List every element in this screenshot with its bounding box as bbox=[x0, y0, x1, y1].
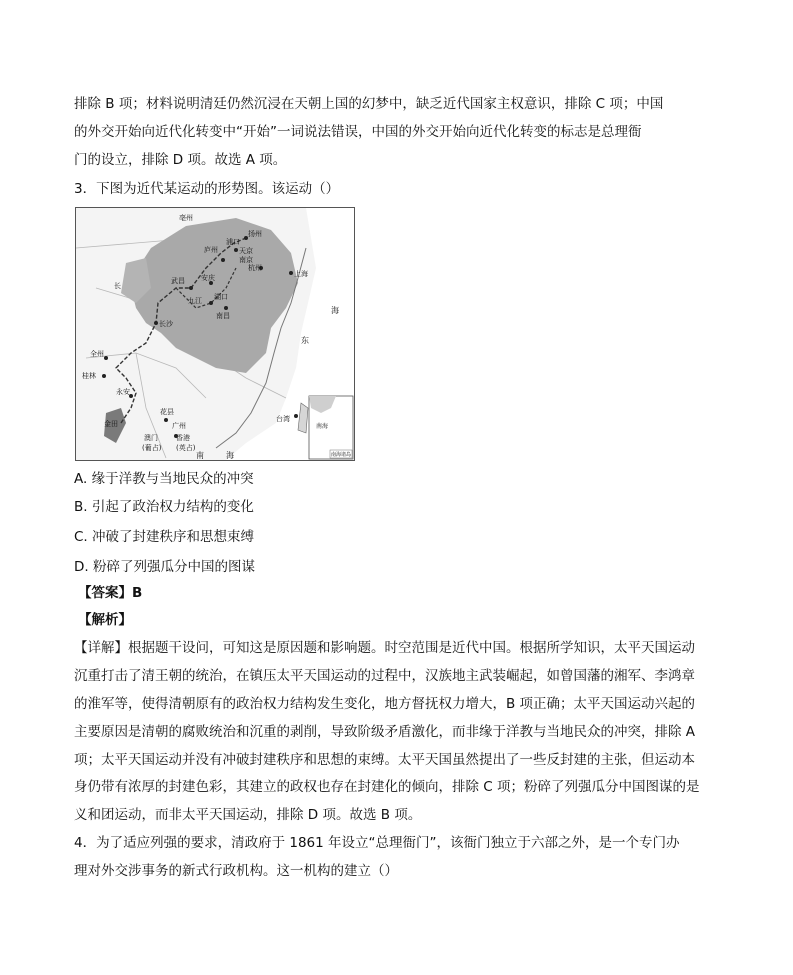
option-a: A. 缘于洋教与当地民众的冲突 bbox=[74, 471, 254, 487]
label-chang: 长 bbox=[114, 282, 121, 290]
label-yongan: 永安 bbox=[116, 388, 130, 396]
detail-line-7: 义和团运动，而非太平天国运动，排除 D 项。故选 B 项。 bbox=[74, 807, 422, 823]
label-jintian: 金田 bbox=[104, 420, 118, 428]
option-b: B. 引起了政治权力结构的变化 bbox=[74, 499, 254, 515]
detail-line-6: 身仍带有浓厚的封建色彩，其建立的政权也存在封建化的倾向，排除 C 项；粉碎了列强瓜分中国图谋的是 bbox=[74, 779, 700, 795]
label-guangzhou: 广州 bbox=[172, 422, 186, 430]
detail-line-3: 的淮军等，使得清朝原有的政治权力结构发生变化，地方督抚权力增大，B 项正确；太平天国运动兴起的 bbox=[74, 696, 696, 712]
label-nanchang: 南昌 bbox=[216, 312, 230, 320]
question-3-stem: 3．下图为近代某运动的形势图。该运动（） bbox=[74, 181, 340, 197]
label-yangzhou: 扬州 bbox=[248, 230, 262, 238]
inset-nanhai: 南海 bbox=[316, 423, 329, 430]
label-wuchang: 武昌 bbox=[171, 277, 185, 285]
label-hangzhou: 杭州 bbox=[248, 264, 262, 272]
label-hai2: 海 bbox=[226, 451, 234, 460]
label-hai: 海 bbox=[331, 306, 339, 315]
detail-line-1: 【详解】根据题干设问，可知这是原因题和影响题。时空范围是近代中国。根据所学知识，太平天国运动 bbox=[74, 640, 695, 656]
detail-line-5: 项；太平天国运动并没有冲破封建秩序和思想的束缚。太平天国虽然提出了一些反封建的主张，但运动本 bbox=[74, 752, 695, 768]
label-portugal: (葡占) bbox=[142, 444, 162, 452]
label-guilin: 桂林 bbox=[82, 372, 96, 380]
option-c: C. 冲破了封建秩序和思想束缚 bbox=[74, 529, 255, 545]
label-changsha: 长沙 bbox=[159, 320, 173, 328]
intro-line-3: 门的设立，排除 D 项。故选 A 项。 bbox=[74, 152, 287, 168]
label-dong: 东 bbox=[301, 336, 309, 345]
question-4-line-2: 理对外交涉事务的新式行政机构。这一机构的建立（） bbox=[74, 863, 398, 879]
detail-line-2: 沉重打击了清王朝的统治，在镇压太平天国运动的过程中，汉族地主武装崛起，如曾国藩的湘军、李鸿章 bbox=[74, 668, 695, 684]
label-tianjing: 天京 bbox=[239, 247, 253, 255]
south-china-sea-inset bbox=[309, 396, 353, 459]
question-4-line-1: 4．为了适应列强的要求，清政府于 1861 年设立“总理衙门”，该衙门独立于六部之外，是一个专门办 bbox=[74, 835, 680, 851]
intro-line-2: 的外交开始向近代化转变中“开始”一词说法错误，中国的外交开始向近代化转变的标志是总理衙 bbox=[74, 124, 642, 140]
taiping-movement-map bbox=[75, 207, 355, 461]
label-nanjing: 南京 bbox=[239, 256, 253, 264]
intro-line-1: 排除 B 项；材料说明清廷仍然沉浸在天朝上国的幻梦中，缺乏近代国家主权意识，排除 C 项；中国 bbox=[74, 96, 664, 112]
label-luzhou: 庐州 bbox=[204, 246, 218, 254]
analysis-label: 【解析】 bbox=[78, 612, 132, 628]
detail-line-4: 主要原因是清朝的腐败统治和沉重的剥削，导致阶级矛盾激化，而非缘于洋教与当地民众的冲突，排除 A bbox=[74, 724, 696, 740]
label-shanghai: 上海 bbox=[294, 270, 308, 278]
label-anqing: 安庆 bbox=[201, 274, 215, 282]
label-bozhou: 亳州 bbox=[179, 214, 193, 222]
label-quanzhou: 全州 bbox=[90, 350, 104, 358]
label-britain: (英占) bbox=[176, 444, 196, 452]
label-huaxian: 花县 bbox=[160, 408, 174, 416]
label-hukou: 湖口 bbox=[214, 293, 228, 301]
answer-label: 【答案】B bbox=[78, 585, 143, 601]
label-pukou: 浦口 bbox=[226, 238, 240, 246]
label-xianggang: 香港 bbox=[176, 434, 190, 442]
option-d: D. 粉碎了列强瓜分中国的图谋 bbox=[74, 559, 255, 575]
label-jiujiang: 九江 bbox=[188, 297, 202, 305]
label-aomen: 澳门 bbox=[144, 434, 158, 442]
label-taiwan: 台湾 bbox=[276, 415, 290, 423]
inset-caption: 南海诸岛 bbox=[331, 452, 352, 458]
label-nan: 南 bbox=[196, 451, 204, 460]
